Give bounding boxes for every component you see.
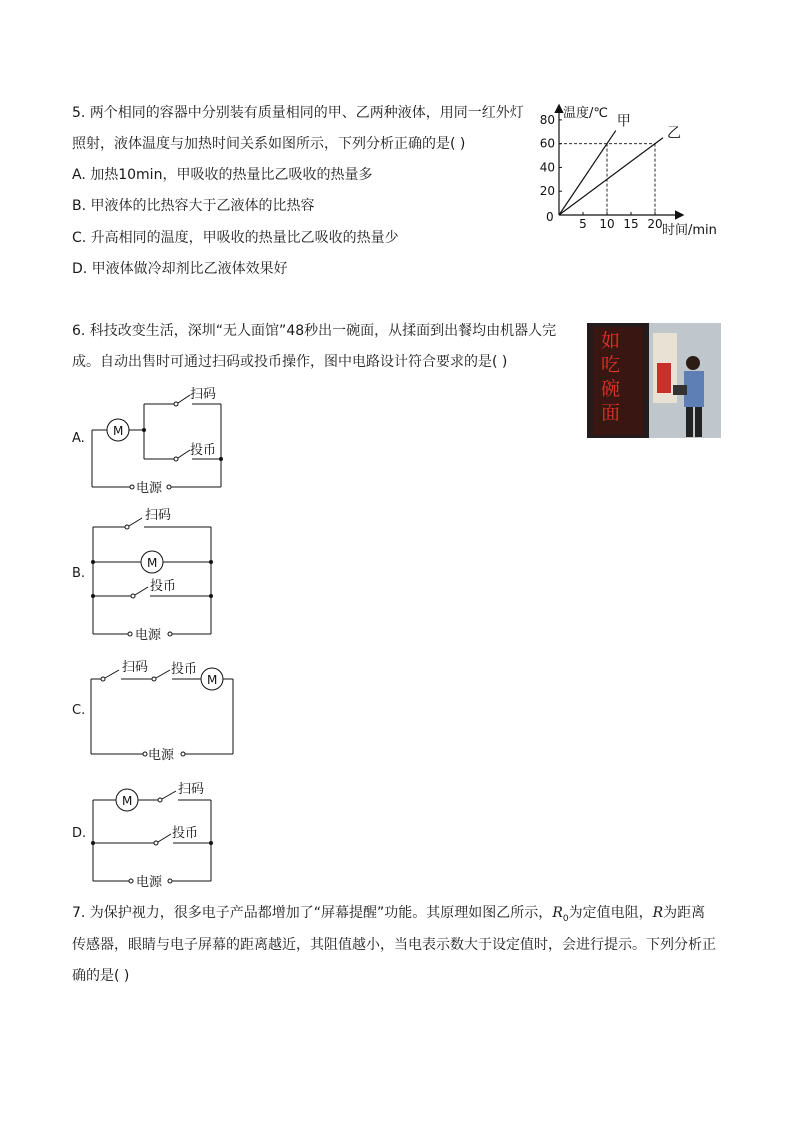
q6-option-d-letter: D. [72, 826, 87, 841]
graph-xlabel: 时间/min [662, 223, 717, 238]
q5-option-c: C. 升高相同的温度，甲吸收的热量比乙吸收的热量少 [72, 230, 399, 246]
photo-char-2: 吃 [601, 354, 621, 376]
series-line-1 [559, 138, 663, 215]
q5-option-a: A. 加热10min，甲吸收的热量比乙吸收的热量多 [72, 167, 373, 183]
circuit-b-switch2: 投币 [150, 579, 177, 594]
noodle-shop-photo [587, 323, 721, 438]
circuit-b-switch1: 扫码 [145, 508, 172, 523]
q7-line2: 传感器，眼睛与电子屏幕的距离越近，其阻值越小，当电表示数大于设定值时，会进行提示。下列分析正 [72, 937, 716, 953]
circuit-c-motor: M [207, 673, 218, 687]
y-tick-label-1: 40 [539, 160, 555, 175]
series-label-1: 乙 [667, 125, 681, 142]
q7-line3: 确的是( ) [72, 968, 130, 984]
q5-option-b: B. 甲液体的比热容大于乙液体的比热容 [72, 198, 315, 214]
circuit-b-source: 电源 [135, 628, 162, 642]
series-line-0 [559, 131, 616, 215]
circuit-b-motor: M [147, 556, 158, 570]
q6-circuit-d [88, 777, 220, 889]
graph-ylabel: 温度/℃ [563, 106, 608, 121]
circuit-c-switch2: 投币 [171, 662, 198, 677]
q6-circuit-b [88, 502, 218, 642]
q7-line1-a: 7. 为保护视力，很多电子产品都增加了“屏幕提醒”功能。其原理如图乙所示， [72, 905, 553, 921]
q6-circuit-a [88, 380, 238, 496]
graph-origin: 0 [546, 210, 554, 224]
y-tick-label-0: 20 [539, 184, 555, 199]
circuit-a-source: 电源 [136, 481, 163, 496]
circuit-c-switch1: 扫码 [122, 660, 149, 675]
photo-char-4: 面 [601, 402, 621, 424]
q6-circuit-c [88, 655, 240, 762]
q5-stem-line2: 照射，液体温度与加热时间关系如图所示，下列分析正确的是( ) [72, 136, 466, 152]
y-tick-label-3: 80 [539, 112, 555, 127]
q5-graph [530, 98, 730, 240]
x-tick-label-0: 5 [579, 217, 587, 231]
circuit-d-source: 电源 [136, 875, 163, 889]
q7-line1 [72, 904, 705, 928]
series-label-0: 甲 [616, 113, 631, 130]
q6-option-a-letter: A. [72, 431, 85, 446]
x-tick-label-3: 20 [647, 217, 663, 231]
q6-stem-line1: 6. 科技改变生活，深圳“无人面馆”48秒出一碗面，从揉面到出餐均由机器人完 [72, 323, 557, 339]
circuit-a-motor: M [113, 424, 124, 438]
q7-line1-b: 为定值电阻， [568, 905, 653, 921]
q5-option-d: D. 甲液体做冷却剂比乙液体效果好 [72, 261, 288, 277]
circuit-c-source: 电源 [148, 748, 175, 762]
q5-stem-line1: 5. 两个相同的容器中分别装有质量相同的甲、乙两种液体，用同一红外灯 [72, 105, 524, 121]
photo-char-1: 如 [601, 330, 621, 352]
q6-option-c-letter: C. [72, 703, 86, 718]
q7-r0-symbol: R [552, 905, 563, 921]
x-tick-label-2: 15 [623, 217, 639, 231]
q6-stem-line2: 成。自动出售时可通过扫码或投币操作，图中电路设计符合要求的是( ) [72, 354, 508, 370]
circuit-d-switch2: 投币 [172, 826, 199, 841]
q7-line1-c: 为距离 [663, 905, 706, 921]
x-tick-label-1: 10 [599, 217, 615, 231]
circuit-d-motor: M [122, 794, 133, 808]
q6-option-b-letter: B. [72, 566, 86, 581]
circuit-a-switch2: 投币 [190, 443, 217, 458]
photo-char-3: 碗 [601, 378, 621, 400]
circuit-d-switch1: 扫码 [178, 782, 205, 797]
y-tick-label-2: 60 [539, 136, 555, 151]
q7-r0-subscript: 0 [562, 913, 569, 924]
q7-r-symbol: R [652, 905, 664, 921]
circuit-a-switch1: 扫码 [190, 387, 217, 402]
